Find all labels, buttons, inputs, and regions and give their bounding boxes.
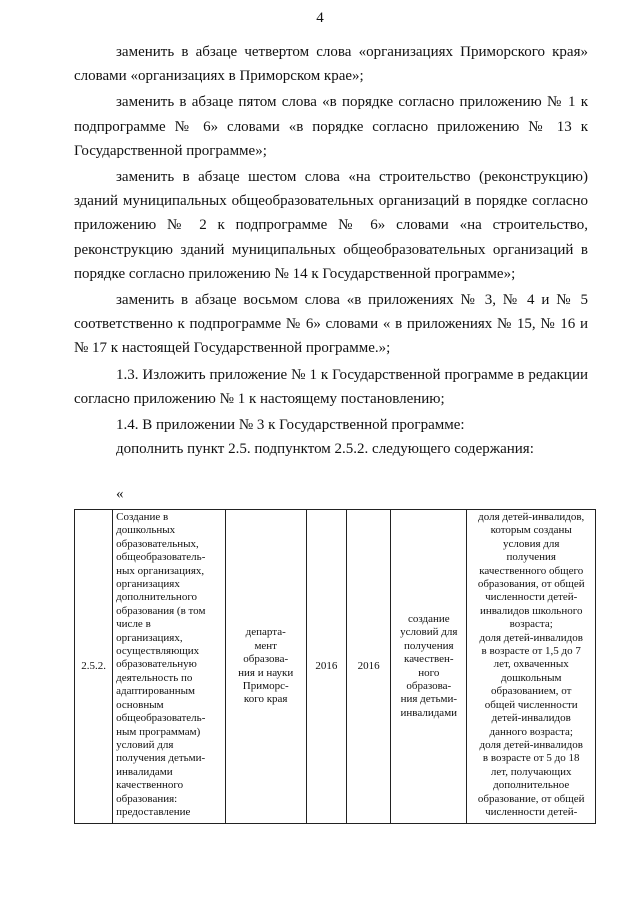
measure-name-cell [113,510,225,824]
paragraph: 1.3. Изложить приложение № 1 к Государственной программе в редакции согласно приложению № 1 к настоящему постановлению; [74,366,588,407]
document-body [74,40,588,461]
measures-table [74,509,596,824]
year-end-cell [347,510,391,824]
paragraph: заменить в абзаце пятом слова «в порядке согласно приложению № 1 к подпрограмме № 6» словами «в порядке согласно приложению № 13 к Государственной программе»; [74,94,588,159]
open-quote: « [116,486,124,502]
paragraph: дополнить пункт 2.5. подпунктом 2.5.2. следующего содержания: [116,441,534,458]
row-number-cell [75,510,113,824]
year-start: 2016 [315,659,338,672]
paragraph: заменить в абзаце четвертом слова «организациях Приморского края» словами «организациях в Приморском крае»; [74,44,588,85]
executor: департа- мент образова- ния и науки Приморс- кого края [238,626,294,706]
year-end: 2016 [357,659,380,672]
indicators-cell [467,510,596,824]
year-start-cell [306,510,346,824]
page-number: 4 [316,10,324,26]
paragraph: 1.4. В приложении № 3 к Государственной программе: [116,417,465,434]
expected-result: создание условий для получения качествен- ного образова- ния детьми- инвалидами [400,612,458,719]
row-number: 2.5.2. [81,659,106,672]
executor-cell [225,510,306,824]
table-row [75,510,596,824]
paragraph: заменить в абзаце шестом слова «на строительство (реконструкцию) зданий муниципальных общеобразовательных организаций в порядке согласно приложению № 2 к подпрограмме № 6» словами «на строительство, реконструкцию зданий муниципальных общеобразовательных организаций в порядке согласно приложению № 14 к Государственной программе»; [74,169,588,282]
result-cell [391,510,467,824]
indicators: доля детей-инвалидов, которым созданы условия для получения качественного общего образования, от общей численности детей- инвалидов школьного возраста; доля детей-инвалидов в возрасте от 1,5 до 7 лет, охваченных дошкольным образованием, от общей численности детей-инвалидов данного возраста; доля детей-инвалидов в возрасте от 5 до 18 лет, получающих дополнительное образование, от общей численности детей- [477,511,585,818]
measure-name: Создание в дошкольных образовательных, общеобразователь- ных организациях, организациях дополнительного образования (в том числе в организациях, осуществляющих образовательную деятельность по адаптированным основным общеобразователь- ным программам) условий для получения детьми- инвалидами качественного образования: предоставление [116,511,206,818]
paragraph: заменить в абзаце восьмом слова «в приложениях № 3, № 4 и № 5 соответственно к подпрограмме № 6» словами « в приложениях № 15, № 16 и № 17 к настоящей Государственной программе.»; [74,292,588,357]
